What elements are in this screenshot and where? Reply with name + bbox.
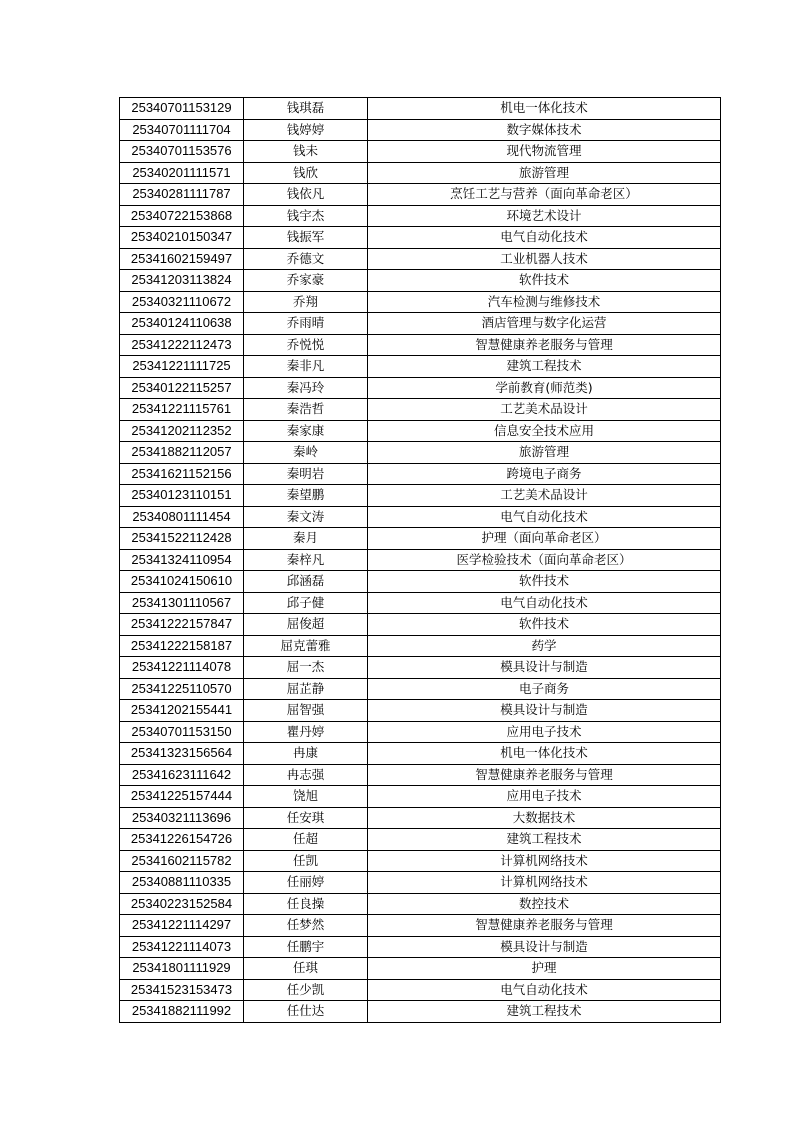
student-id-cell: 25341024150610	[120, 571, 244, 593]
student-id-cell: 25341222157847	[120, 614, 244, 636]
student-id-cell: 25341222112473	[120, 334, 244, 356]
student-id-cell: 25341221111725	[120, 356, 244, 378]
major-cell: 跨境电子商务	[368, 463, 721, 485]
major-cell: 智慧健康养老服务与管理	[368, 764, 721, 786]
major-cell: 数字媒体技术	[368, 119, 721, 141]
table-row	[120, 98, 721, 120]
student-name-cell: 秦岭	[244, 442, 368, 464]
student-name-cell: 屈芷静	[244, 678, 368, 700]
table-row	[120, 958, 721, 980]
major-cell: 酒店管理与数字化运营	[368, 313, 721, 335]
major-cell: 汽车检测与维修技术	[368, 291, 721, 313]
table-row	[120, 420, 721, 442]
student-id-cell: 25340801111454	[120, 506, 244, 528]
major-cell: 数控技术	[368, 893, 721, 915]
table-row	[120, 678, 721, 700]
student-name-cell: 秦家康	[244, 420, 368, 442]
student-name-cell: 秦浩哲	[244, 399, 368, 421]
student-name-cell: 秦月	[244, 528, 368, 550]
major-cell: 建筑工程技术	[368, 356, 721, 378]
student-name-cell: 屈一杰	[244, 657, 368, 679]
student-id-cell: 25341225157444	[120, 786, 244, 808]
major-cell: 工艺美术品设计	[368, 485, 721, 507]
student-id-cell: 25340701111704	[120, 119, 244, 141]
major-cell: 信息安全技术应用	[368, 420, 721, 442]
table-row	[120, 270, 721, 292]
table-row	[120, 635, 721, 657]
student-name-cell: 任琪	[244, 958, 368, 980]
student-name-cell: 任丽婷	[244, 872, 368, 894]
major-cell: 建筑工程技术	[368, 1001, 721, 1023]
table-row	[120, 807, 721, 829]
major-cell: 计算机网络技术	[368, 850, 721, 872]
student-id-cell: 25340124110638	[120, 313, 244, 335]
table-row	[120, 936, 721, 958]
student-id-cell: 25340201111571	[120, 162, 244, 184]
table-row	[120, 291, 721, 313]
student-id-cell: 25341221114078	[120, 657, 244, 679]
table-row	[120, 786, 721, 808]
table-row	[120, 614, 721, 636]
student-id-cell: 25340701153150	[120, 721, 244, 743]
major-cell: 旅游管理	[368, 162, 721, 184]
student-name-cell: 冉志强	[244, 764, 368, 786]
table-row	[120, 743, 721, 765]
table-row	[120, 893, 721, 915]
major-cell: 机电一体化技术	[368, 743, 721, 765]
student-name-cell: 屈俊超	[244, 614, 368, 636]
student-id-cell: 25341324110954	[120, 549, 244, 571]
table-row	[120, 721, 721, 743]
major-cell: 电气自动化技术	[368, 592, 721, 614]
student-name-cell: 乔翔	[244, 291, 368, 313]
student-id-cell: 25340881110335	[120, 872, 244, 894]
major-cell: 旅游管理	[368, 442, 721, 464]
student-id-cell: 25340223152584	[120, 893, 244, 915]
admission-roster-table	[119, 97, 721, 1023]
table-row	[120, 485, 721, 507]
major-cell: 医学检验技术（面向革命老区）	[368, 549, 721, 571]
student-name-cell: 钱振军	[244, 227, 368, 249]
student-id-cell: 25341203113824	[120, 270, 244, 292]
table-row	[120, 506, 721, 528]
table-row	[120, 979, 721, 1001]
student-name-cell: 任超	[244, 829, 368, 851]
table-row	[120, 205, 721, 227]
table-row	[120, 184, 721, 206]
table-row	[120, 141, 721, 163]
student-name-cell: 秦望鹏	[244, 485, 368, 507]
table-row	[120, 549, 721, 571]
major-cell: 软件技术	[368, 270, 721, 292]
student-id-cell: 25341202155441	[120, 700, 244, 722]
student-name-cell: 秦冯玲	[244, 377, 368, 399]
student-name-cell: 钱琪磊	[244, 98, 368, 120]
table-row	[120, 592, 721, 614]
major-cell: 智慧健康养老服务与管理	[368, 915, 721, 937]
major-cell: 现代物流管理	[368, 141, 721, 163]
student-name-cell: 屈克蕾雅	[244, 635, 368, 657]
student-id-cell: 25341882112057	[120, 442, 244, 464]
student-id-cell: 25340701153576	[120, 141, 244, 163]
student-name-cell: 乔家豪	[244, 270, 368, 292]
student-name-cell: 任少凯	[244, 979, 368, 1001]
table-row	[120, 1001, 721, 1023]
roster-body	[120, 98, 721, 1023]
major-cell: 工业机器人技术	[368, 248, 721, 270]
student-id-cell: 25341522112428	[120, 528, 244, 550]
student-id-cell: 25340123110151	[120, 485, 244, 507]
major-cell: 护理	[368, 958, 721, 980]
student-name-cell: 钱未	[244, 141, 368, 163]
student-name-cell: 饶旭	[244, 786, 368, 808]
major-cell: 电气自动化技术	[368, 227, 721, 249]
student-name-cell: 钱宇杰	[244, 205, 368, 227]
table-row	[120, 463, 721, 485]
student-id-cell: 25340701153129	[120, 98, 244, 120]
major-cell: 软件技术	[368, 571, 721, 593]
major-cell: 环境艺术设计	[368, 205, 721, 227]
table-row	[120, 442, 721, 464]
table-row	[120, 700, 721, 722]
table-row	[120, 872, 721, 894]
student-name-cell: 钱婷婷	[244, 119, 368, 141]
table-row	[120, 528, 721, 550]
student-name-cell: 秦文涛	[244, 506, 368, 528]
major-cell: 机电一体化技术	[368, 98, 721, 120]
major-cell: 学前教育(师范类)	[368, 377, 721, 399]
major-cell: 应用电子技术	[368, 786, 721, 808]
student-id-cell: 25341323156564	[120, 743, 244, 765]
major-cell: 电子商务	[368, 678, 721, 700]
student-name-cell: 乔雨晴	[244, 313, 368, 335]
major-cell: 建筑工程技术	[368, 829, 721, 851]
student-name-cell: 乔德文	[244, 248, 368, 270]
major-cell: 智慧健康养老服务与管理	[368, 334, 721, 356]
student-name-cell: 任安琪	[244, 807, 368, 829]
student-id-cell: 25341621152156	[120, 463, 244, 485]
table-row	[120, 915, 721, 937]
major-cell: 模具设计与制造	[368, 657, 721, 679]
table-row	[120, 850, 721, 872]
table-row	[120, 657, 721, 679]
table-row	[120, 571, 721, 593]
student-name-cell: 冉康	[244, 743, 368, 765]
student-name-cell: 乔悦悦	[244, 334, 368, 356]
major-cell: 电气自动化技术	[368, 979, 721, 1001]
table-row	[120, 764, 721, 786]
student-id-cell: 25341222158187	[120, 635, 244, 657]
table-row	[120, 313, 721, 335]
major-cell: 烹饪工艺与营养（面向革命老区）	[368, 184, 721, 206]
student-name-cell: 瞿丹婷	[244, 721, 368, 743]
student-name-cell: 钱欣	[244, 162, 368, 184]
student-id-cell: 25340122115257	[120, 377, 244, 399]
student-name-cell: 屈智强	[244, 700, 368, 722]
student-name-cell: 钱依凡	[244, 184, 368, 206]
student-id-cell: 25341202112352	[120, 420, 244, 442]
student-name-cell: 任良操	[244, 893, 368, 915]
student-id-cell: 25341221114073	[120, 936, 244, 958]
major-cell: 模具设计与制造	[368, 700, 721, 722]
major-cell: 软件技术	[368, 614, 721, 636]
student-name-cell: 任梦然	[244, 915, 368, 937]
student-id-cell: 25341225110570	[120, 678, 244, 700]
table-row	[120, 227, 721, 249]
student-name-cell: 任鹏宇	[244, 936, 368, 958]
table-row	[120, 829, 721, 851]
table-row	[120, 377, 721, 399]
student-id-cell: 25341226154726	[120, 829, 244, 851]
student-id-cell: 25341221115761	[120, 399, 244, 421]
table-row	[120, 248, 721, 270]
student-name-cell: 邱子健	[244, 592, 368, 614]
student-name-cell: 任凯	[244, 850, 368, 872]
major-cell: 药学	[368, 635, 721, 657]
student-id-cell: 25341602159497	[120, 248, 244, 270]
student-id-cell: 25341623111642	[120, 764, 244, 786]
student-id-cell: 25341882111992	[120, 1001, 244, 1023]
student-name-cell: 秦非凡	[244, 356, 368, 378]
student-id-cell: 25340210150347	[120, 227, 244, 249]
student-name-cell: 秦明岩	[244, 463, 368, 485]
table-row	[120, 399, 721, 421]
student-id-cell: 25340321110672	[120, 291, 244, 313]
student-id-cell: 25340321113696	[120, 807, 244, 829]
student-name-cell: 邱涵磊	[244, 571, 368, 593]
table-row	[120, 334, 721, 356]
student-id-cell: 25340281111787	[120, 184, 244, 206]
student-id-cell: 25341602115782	[120, 850, 244, 872]
student-id-cell: 25341523153473	[120, 979, 244, 1001]
major-cell: 护理（面向革命老区）	[368, 528, 721, 550]
major-cell: 模具设计与制造	[368, 936, 721, 958]
student-id-cell: 25341221114297	[120, 915, 244, 937]
student-name-cell: 任仕达	[244, 1001, 368, 1023]
student-id-cell: 25341301110567	[120, 592, 244, 614]
student-name-cell: 秦梓凡	[244, 549, 368, 571]
student-id-cell: 25340722153868	[120, 205, 244, 227]
major-cell: 电气自动化技术	[368, 506, 721, 528]
student-id-cell: 25341801111929	[120, 958, 244, 980]
table-row	[120, 119, 721, 141]
major-cell: 计算机网络技术	[368, 872, 721, 894]
major-cell: 应用电子技术	[368, 721, 721, 743]
major-cell: 工艺美术品设计	[368, 399, 721, 421]
table-row	[120, 356, 721, 378]
table-row	[120, 162, 721, 184]
major-cell: 大数据技术	[368, 807, 721, 829]
